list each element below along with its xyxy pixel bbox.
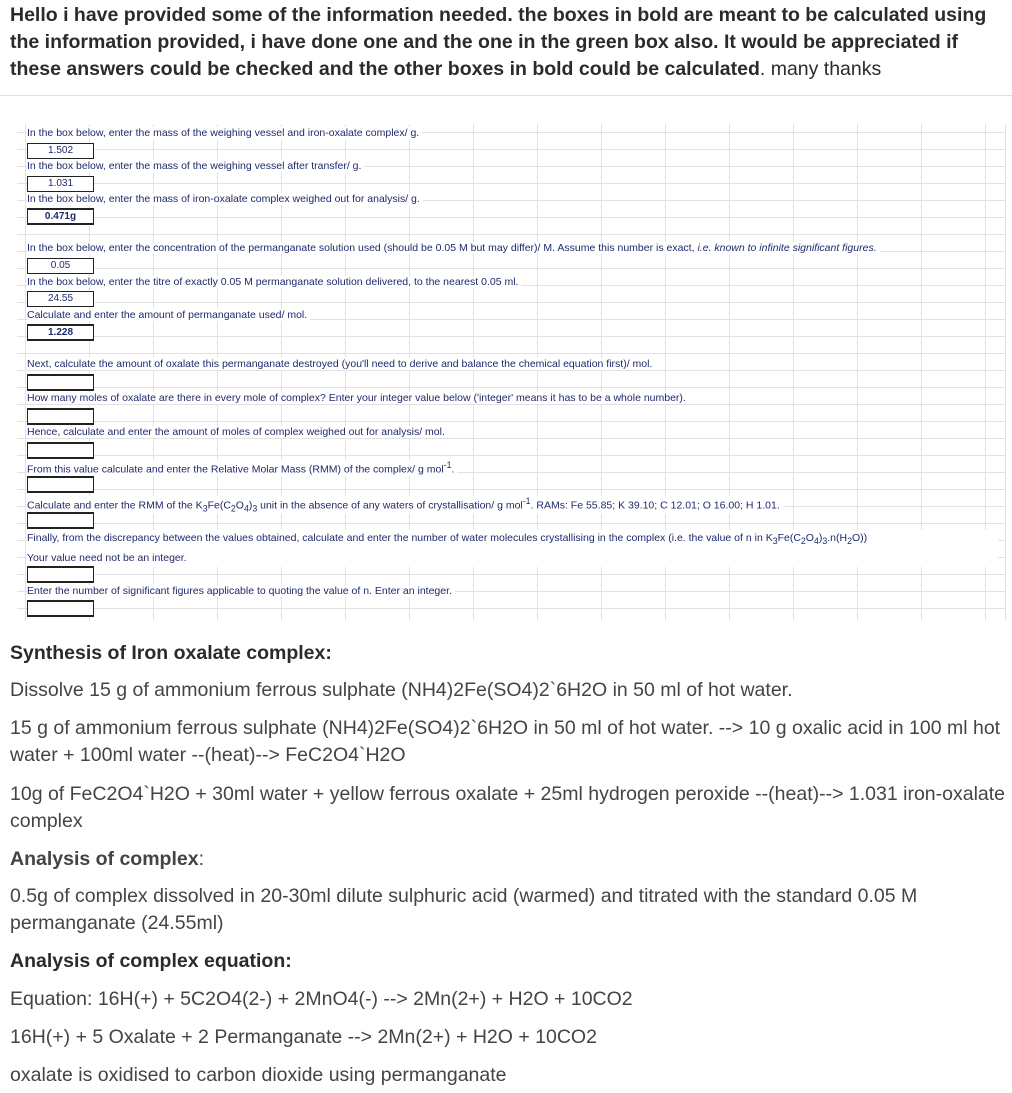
prompt-rmm-anhydrous	[27, 496, 783, 514]
prompt-concentration-italic: i.e. known to infinite significant figures.	[697, 242, 877, 254]
oxidation-note: oxalate is oxidised to carbon dioxide using permanganate	[10, 1064, 507, 1086]
heading-analysis	[10, 846, 1005, 873]
q12-sub-2: 2	[800, 536, 806, 547]
answer-box-titre: 24.55	[27, 291, 94, 307]
analysis-description: 0.5g of complex dissolved in 20-30ml dilute sulphuric acid (warmed) and titrated with the standard 0.05 M permanganate (24.55ml)	[10, 885, 918, 934]
q11-sub-4: 4	[243, 503, 249, 514]
answer-box-rmm-complex	[27, 476, 94, 493]
divider	[0, 95, 1012, 96]
prompt-waters-crystallisation	[27, 530, 998, 567]
q11-part-a: Calculate and enter the RMM of the K	[27, 499, 203, 512]
answer-box-concentration: 0.05	[27, 258, 94, 274]
q11-part-e: unit in the absence of any waters of crystallisation/ g mol	[257, 499, 523, 512]
q11-part-b: Fe(C	[207, 499, 231, 512]
answer-box-complex-moles	[27, 442, 94, 459]
prompt-rmm-text: From this value calculate and enter the Relative Molar Mass (RMM) of the complex/ g mol	[27, 463, 444, 476]
prompt-mass-vessel-complex: In the box below, enter the mass of the weighing vessel and iron-oxalate complex/ g.	[27, 127, 422, 139]
q12-part-a: Finally, from the discrepancy between the values obtained, calculate and enter the number of water molecules crystallising in the complex (i.e. the value of n in K	[27, 532, 773, 544]
q12-sub-2b: 2	[847, 536, 852, 547]
prompt-titre: In the box below, enter the titre of exactly 0.05 M permanganate solution delivered, to the nearest 0.05 ml.	[27, 276, 521, 288]
prompt-mass-after-transfer: In the box below, enter the mass of the weighing vessel after transfer/ g.	[27, 160, 364, 172]
q11-sub-2: 2	[230, 503, 236, 514]
prompt-mass-complex: In the box below, enter the mass of iron-oxalate complex weighed out for analysis/ g.	[27, 193, 423, 205]
q11-part-f: . RAMs: Fe 55.85; K 39.10; C 12.01; O 16.00; H 1.01.	[530, 499, 780, 512]
prompt-oxalate-moles: Next, calculate the amount of oxalate this permanganate destroyed (you'll need to derive and balance the chemical equation first)/ mol.	[27, 358, 655, 370]
answer-box-waters	[27, 566, 94, 583]
answer-box-mass-after-transfer: 1.031	[27, 176, 94, 192]
q12-part-d: )	[818, 532, 823, 544]
answer-box-mass-complex: 0.471g	[27, 208, 94, 225]
q12-part-g: Your value need not be an integer.	[27, 552, 187, 565]
intro-tail-text: . many thanks	[759, 58, 882, 80]
q12-part-e: .n(H	[827, 532, 848, 544]
prompt-rmm-end: .	[451, 463, 455, 476]
equation-line: Equation: 16H(+) + 5C2O4(2-) + 2MnO4(-) --> 2Mn(2+) + H2O + 10CO2	[10, 988, 633, 1010]
question-intro	[10, 2, 1005, 83]
q11-sub-3b: 3	[252, 503, 258, 514]
prompt-complex-moles: Hence, calculate and enter the amount of moles of complex weighed out for analysis/ mol.	[27, 426, 448, 438]
heading-analysis-colon: :	[198, 848, 204, 870]
q11-sup: -1	[522, 496, 531, 506]
equation-words-line: 16H(+) + 5 Oxalate + 2 Permanganate --> 2Mn(2+) + H2O + 10CO2	[10, 1026, 597, 1048]
prompt-concentration	[27, 242, 880, 254]
answer-box-mass-vessel-complex: 1.502	[27, 143, 94, 159]
q12-sub-3b: 3	[822, 536, 828, 547]
answer-box-oxalate-per-complex	[27, 408, 94, 425]
q12-part-b: Fe(C	[777, 532, 801, 544]
heading-analysis-text: Analysis of complex	[10, 848, 199, 870]
heading-synthesis: Synthesis of Iron oxalate complex:	[10, 642, 332, 664]
q12-sub-3: 3	[772, 536, 778, 547]
synthesis-step-3: 10g of FeC2O4`H2O + 30ml water + yellow ferrous oxalate + 25ml hydrogen peroxide --(heat)--> 1.031 iron-oxalate complex	[10, 783, 1006, 832]
q12-sub-4: 4	[813, 536, 819, 547]
answer-box-rmm-anhydrous	[27, 512, 94, 529]
answer-box-oxalate-moles	[27, 374, 94, 391]
q11-part-d: )	[248, 499, 253, 512]
prompt-permanganate-moles: Calculate and enter the amount of permanganate used/ mol.	[27, 309, 310, 321]
heading-analysis-equation: Analysis of complex equation:	[10, 950, 292, 972]
spreadsheet-image	[17, 124, 1006, 621]
prompt-concentration-text: In the box below, enter the concentration of the permanganate solution used (should be 0.05 M but may differ)/ M. Assume this number is exact,	[27, 242, 698, 254]
synthesis-step-2: 15 g of ammonium ferrous sulphate (NH4)2Fe(SO4)2`6H2O in 50 ml of hot water. --> 10 g oxalic acid in 100 ml hot water + 100ml water --(heat)--> FeC2O4`H2O	[10, 717, 1001, 766]
synthesis-step-1: Dissolve 15 g of ammonium ferrous sulphate (NH4)2Fe(SO4)2`6H2O in 50 ml of hot water.	[10, 679, 793, 701]
q12-part-f: O))	[851, 532, 868, 544]
prompt-rmm-complex	[27, 460, 457, 476]
intro-bold-text: Hello i have provided some of the information needed. the boxes in bold are meant to be calculated using the information provided, i have done one and the one in the green box also. It would be appreciated if these answers could be checked and the other boxes in bold could be calculated	[10, 4, 987, 80]
q11-sub-3: 3	[202, 503, 208, 514]
prompt-oxalate-per-complex: How many moles of oxalate are there in every mole of complex? Enter your integer value below ('integer' means it has to be a whole number).	[27, 392, 689, 404]
prompt-sig-figs: Enter the number of significant figures applicable to quoting the value of n. Enter an integer.	[27, 585, 455, 597]
answer-box-sig-figs	[27, 600, 94, 617]
q12-part-c: O	[805, 532, 814, 544]
q11-part-c: O	[235, 499, 244, 512]
prompt-rmm-sup: -1	[443, 460, 452, 470]
answer-box-permanganate-moles: 1.228	[27, 324, 94, 341]
